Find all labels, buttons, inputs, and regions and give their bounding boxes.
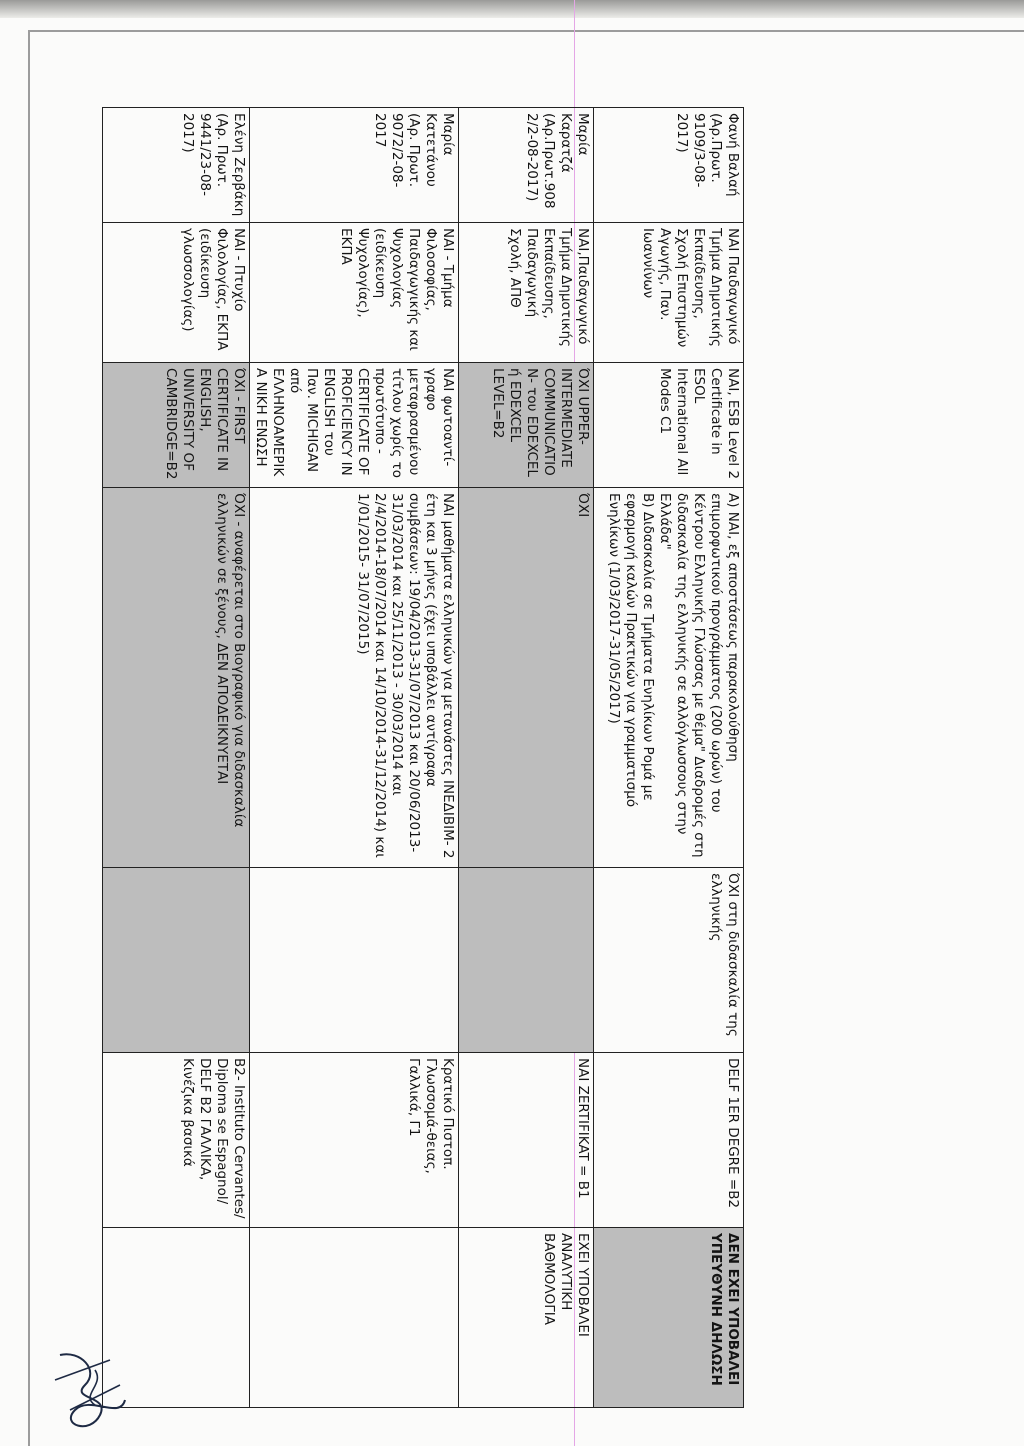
applicants-table — [102, 107, 744, 1408]
applicant-cell: Μαρία Κατετάνου (Αρ. Πρωτ. 9072/2-08-2017 — [250, 108, 459, 223]
other-languages-cell: B2- Instituto Cervantes/ Diploma se Espagnol/ DELF B2 ΓΑΛΛΙΚΑ, Κινέζικα βασικά — [103, 1053, 250, 1228]
other-experience-cell — [103, 868, 250, 1053]
english-cell: ΌΧΙ - FIRST CERTIFICATE IN ENGLISH, UNIVERSITY OF CAMBRIDGE=B2 — [103, 363, 250, 488]
english-cell: ΝΑΙ, ESB Level 2 Certificate in ESOL International All Modes C1 — [594, 363, 744, 488]
applicant-cell: Φανή Βαλαή (Αρ.Πρωτ. 9109/3-08-2017) — [594, 108, 744, 223]
table-row — [250, 108, 459, 1408]
other-experience-cell: ΌΧΙ στη διδασκαλία της ελληνικής — [594, 868, 744, 1053]
degree-cell: ΝΑΙ - Τμήμα Φιλοσοφίας, Παιδαγωγικής και Ψυχολογίας (ειδίκευση Ψυχολογίας), ΕΚΠΑ — [250, 223, 459, 363]
english-cell: ΌΧΙ UPPER-INTERMEDIATE COMMUNICATIO N- του EDEXCEL ή EDEXCEL LEVEL=B2 — [459, 363, 594, 488]
notes-cell: ΕΧΕΙ ΥΠΟΒΑΛΕΙ ΑΝΑΛΥΤΙΚΗ ΒΑΘΜΟΛΟΓΙΑ — [459, 1228, 594, 1408]
applicant-cell: Μαρία Καρατζά (Αρ.Πρωτ.9082/2-08-2017) — [459, 108, 594, 223]
rotated-document — [142, 107, 744, 1407]
notes-cell: ΔΕΝ ΕΧΕΙ ΥΠΟΒΑΛΕΙ ΥΠΕΥΘΥΝΗ ΔΗΛΩΣΗ — [594, 1228, 744, 1408]
greek-teaching-cell: ΌΧΙ - αναφέρεται στο Βιογραφικό για διδασκαλία ελληνικών σε ξένους, ΔΕΝ ΑΠΟΔΕΙΚΝΥΕΤΑΙ — [103, 488, 250, 868]
applicant-cell: Ελένη Ζερβάκη (Αρ. Πρωτ. 9441/23-08-2017) — [103, 108, 250, 223]
table-row — [459, 108, 594, 1408]
other-experience-cell — [250, 868, 459, 1053]
degree-cell: ΝΑΙ,Παιδαγωγικό Τμήμα Δημοτικής Εκπαίδευσης, Παιδαγωγική Σχολή, ΑΠΘ — [459, 223, 594, 363]
handwritten-signature — [40, 1340, 140, 1440]
english-cell: ΝΑΙ φωτοαντί-γραφο μεταφρασμένου τίτλου χωρίς το πρωτότυπο - CERTIFICATE OF PROFICIENCY IN ENGLISH του Παν. MICHIGAN από ΕΛΛΗΝΟΑΜΕΡΙΚΑ ΝΙΚΗ ΕΝΩΣΗ — [250, 363, 459, 488]
other-languages-cell: DELF 1ER DEGRE =B2 — [594, 1053, 744, 1228]
scan-edge — [0, 0, 1024, 18]
notes-cell — [250, 1228, 459, 1408]
degree-cell: ΝΑΙ - Πτυχίο Φιλολογίας, ΕΚΠΑ (ειδίκευση γλωσσολογίας) — [103, 223, 250, 363]
other-experience-cell — [459, 868, 594, 1053]
other-languages-cell: ΝΑΙ ZERTIFIKAT = B1 — [459, 1053, 594, 1228]
greek-teaching-cell: Α) ΝΑΙ, εξ αποστάσεως παρακολούθηση επιμορφωτικού προγράμματος (200 ωρών) του Κέντρου Ελληνικής Γλώσσας με θέμα" Διαδρομές στη διδασκαλία της ελληνικής σε αλλόγλωσσους στην Ελλάδα" Β) Διδασκαλία σε Τμήματα Ενηλίκων Ρομά με εφαρμογή καλών Πρακτικών για γραμματισμό Ενηλίκων (1/03/2017-31/05/2017) — [594, 488, 744, 868]
table-row — [594, 108, 744, 1408]
greek-teaching-cell: ΝΑΙ μαθήματα ελληνικών για μετανάστες ΙΝΕΔΙΒΙΜ- 2 έτη και 3 μήνες (έχει υποβάλλει αντίγραφα συμβάσεων: 19/04/2013-31/07/2013 και 20/06/2013-31/03/2014 και 25/11/2013 - 30/03/2014 και 2/4/2014-18/07/2014 και 14/10/2014-31/12/2014) και 1/01/2015- 31/07/2015) — [250, 488, 459, 868]
greek-teaching-cell: ΌΧΙ — [459, 488, 594, 868]
other-languages-cell: Κρατικό Πιστοπ. Γλωσσομά-θειας, Γαλλικά, Γ1 — [250, 1053, 459, 1228]
table-row — [103, 108, 250, 1408]
degree-cell: ΝΑΙ Παιδαγωγικό Τμήμα Δημοτικής Εκπαίδευσης, Σχολή Επιστημών Αγωγής, Παν. Ιωαννίνων — [594, 223, 744, 363]
